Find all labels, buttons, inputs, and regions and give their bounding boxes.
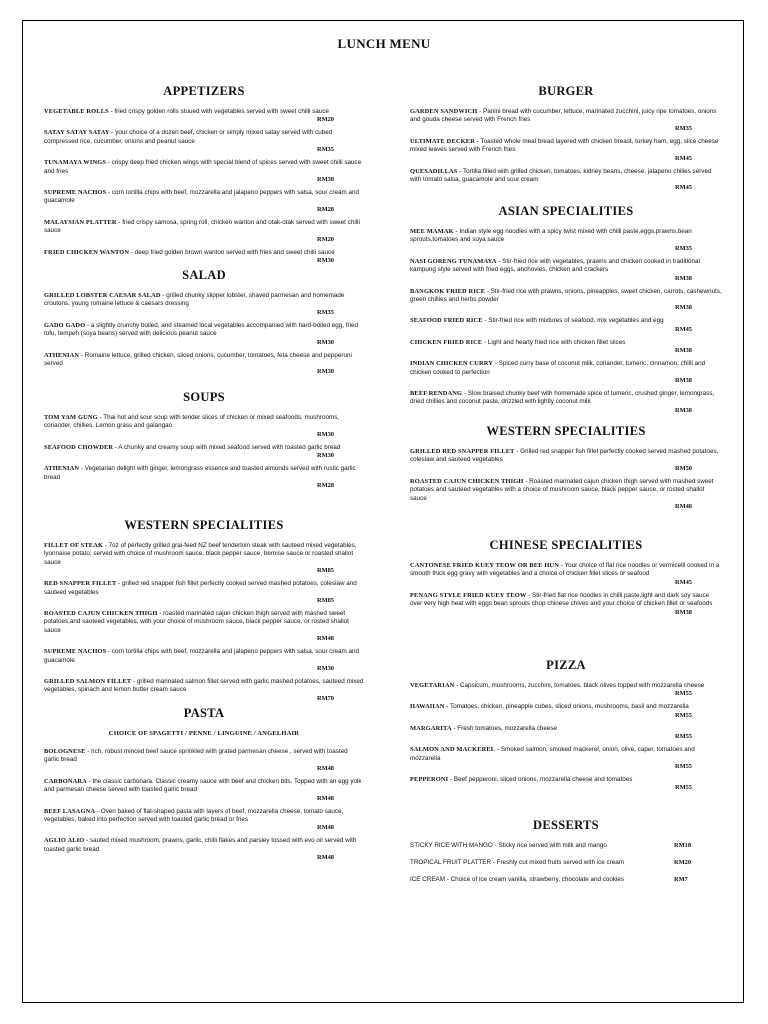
menu-item: [410, 562, 722, 586]
item-name: TROPICAL FRUIT PLATTER: [410, 859, 492, 866]
menu-item: [44, 292, 364, 316]
menu-item: [44, 352, 364, 376]
menu-item: [410, 108, 722, 132]
item-price: RM45: [674, 154, 692, 162]
item-price: RM85: [316, 597, 334, 605]
item-description: - Romaine lettuce, grilled chicken, sliced onions, cucumber, tomatoes, feta cheese and pepperoni served: [44, 351, 352, 368]
item-price: RM55: [674, 784, 692, 792]
menu-item: [410, 876, 722, 884]
item-description: - rich, robust minced beef sauce sprinkled with grated parmesan cheese , served with toasted garlic bread: [44, 748, 348, 764]
item-description: - a slightly crunchy boiled, and steamed local vegetables accompanied with hard-boiled egg, fried tofu, tempeh (soya beans) served with delicious peanut sauce: [44, 321, 358, 338]
menu-item: [44, 837, 364, 861]
item-name: MEE MAMAK: [410, 228, 454, 235]
section-burger: [410, 84, 722, 197]
item-description: - fried crispy samosa, spring roll, chicken wanton and otak-otak served with sweet chilli sauce: [44, 218, 360, 235]
section-heading: ASIAN SPECIALITIES: [498, 204, 634, 218]
menu-item: [44, 322, 364, 346]
item-price: RM30: [316, 430, 334, 438]
menu-item: [44, 108, 364, 123]
item-description: - Grilled red snapper fish fillet perfectly cooked served mashed potatoes, coleslaw and sauteed vegetables: [410, 448, 719, 464]
item-description: - sauted mixed mushroom, prawns, garlic, chilli flakes and parsley tossed with evo oil served with toasted garlic bread: [44, 837, 357, 853]
item-description: - Choice of ice cream vanilla, strawberry, chocolate and cookies: [445, 876, 625, 883]
section-heading: CHINESE SPECIALITIES: [489, 538, 643, 552]
section-heading: WESTERN SPECIALITIES: [124, 518, 284, 532]
item-description: - Tortilla filled with grilled chicken, tomatoes, kidney beans, cheese, jalapeno chilies served with tomato salsa, guacamole and sour cream: [410, 167, 712, 184]
menu-item: [44, 219, 364, 243]
section-chinese: [410, 538, 722, 622]
item-price: RM48: [316, 764, 334, 772]
item-price: RM38: [674, 406, 692, 414]
item-price: RM55: [674, 763, 692, 771]
item-price: RM35: [316, 146, 334, 154]
item-description: - grilled chunky slipper lobster, shaved parmesan and homemade croutons, young romaine lettuce & caesars dressing: [44, 292, 345, 308]
menu-item: [410, 339, 722, 354]
item-description: - 7oz of perfectly grilled grai-feed NZ beef tenderloin steak with sauteed mixed vegetables, lyonnaise potato; served with choice of mushroom sauce, black pepper sauce, bernise sauce or roasted shallot sauce: [44, 542, 357, 566]
item-price: RM30: [316, 257, 334, 265]
item-name: SEAFOOD CHOWDER: [44, 443, 114, 451]
menu-item: [44, 189, 364, 213]
item-price: RM50: [674, 464, 692, 472]
item-name: STICKY RICE WITH MANGO: [410, 842, 493, 849]
item-name: CHICKEN FRIED RICE: [410, 338, 483, 346]
item-description: - Oven baked of flat-shaped pasta with layers of beef, mozzarella cheese, tomato sauce, vegetables, baked into perfection served with toasted garlic bread or fries: [44, 807, 344, 824]
item-description: - roasted marinated cajun chicken thigh served with mashed sweet potatoes,and sauteed vegetables, with your choice of mushroom sauce, black pepper sauce, or rosted shallot sauce: [44, 610, 349, 634]
menu-item: [410, 390, 722, 414]
section-heading: DESSERTS: [533, 818, 599, 832]
item-name: QUESADILLAS: [410, 167, 458, 175]
item-description: - Indian style egg noodles with a spicy twist mixed with chilli paste,eggs,prawns,bean sprouts,tomatoes and soya sauce: [410, 228, 692, 244]
item-price: RM45: [674, 325, 692, 333]
item-description: - Vegetarian delight with ginger, lemongrass essence and toasted almonds served with rustic garlic bread: [44, 465, 356, 481]
item-price: RM55: [674, 733, 692, 741]
item-description: - Stir-fried rice with vegetables, prawns and chicken cooked in traditional kampung style served with fried eggs, anchovies, chicken and crackers: [410, 257, 700, 274]
item-price: RM38: [674, 274, 692, 282]
item-price: RM48: [316, 824, 334, 832]
section-desserts: [410, 818, 722, 893]
item-price: RM48: [316, 854, 334, 862]
item-name: VEGETARIAN: [410, 682, 455, 689]
item-description: - fried crispy golden rolls stuued with vegetables served with sweet chilli sauce: [108, 108, 329, 115]
item-name: GRILLED SALMON FILLET: [44, 678, 132, 686]
item-price: RM70: [316, 694, 334, 702]
item-name: MALAYSIAN PLATTER: [44, 218, 117, 226]
menu-item: [410, 859, 722, 867]
item-name: TOM YAM GUNG: [44, 414, 98, 421]
item-name: FILLET OF STEAK: [44, 542, 104, 549]
item-description: - corn tortilla chips with beef, mozzarella and jalapeno peppers with salsa, sour cream and guacamole: [44, 648, 359, 664]
item-description: - the classic carbonara. Classic creamy sauce with beef and chicken bits. Topped with an egg yolk and parmesan cheese served with toasted garlic bread: [44, 777, 362, 794]
item-description: - A chunky and creamy soup with mixed seafood served with toasted garlic bread: [113, 443, 341, 451]
menu-item: [44, 444, 364, 459]
item-description: - grilled marinated salmon fillet served with garlic mashed potatoes, sauteed mixed vegetables, spinach and lemon butter cream sauce: [44, 678, 364, 694]
menu-item: [44, 465, 364, 489]
item-description: - Smoked salmon, smoked mackerel, onion, olive, caper, tomatoes and mozzarella: [410, 746, 695, 762]
menu-item: [410, 478, 722, 510]
section-appetizers: [44, 84, 364, 270]
item-description: - Panini bread with cucumber, lettuce, marinated zucchini, juicy ripe tomatoes, onions and gouda cheese served with French fries: [410, 108, 717, 124]
item-price: RM85: [316, 567, 334, 575]
item-name: ATHENIAN: [44, 351, 80, 359]
menu-item: [410, 776, 722, 791]
menu-item: [410, 138, 722, 162]
item-name: PENANG STYLE FRIED KUEY TEOW: [410, 591, 527, 599]
item-name: BOLOGNESE: [44, 748, 86, 755]
item-description: - Fresh tomatoes, mozzarella cheese: [451, 724, 558, 732]
item-description: - Light and hearty fried rice with chicken fillet slices: [482, 338, 626, 346]
section-asian: [410, 204, 722, 420]
item-description: - corn tortilla chips with beef, mozzarella and jalapeno peppers with salsa, sour cream and guacamole: [44, 189, 359, 205]
item-price: RM45: [674, 184, 692, 192]
item-description: - Capsicum, mushrooms, zucchini, tomatoes, black olives topped with mozzarella cheese: [454, 682, 705, 689]
item-name: TUNAMAYA WINGS: [44, 159, 107, 167]
item-price: RM20: [316, 116, 334, 124]
section-heading: PIZZA: [546, 658, 586, 672]
item-name: CARBONARA: [44, 777, 87, 785]
item-description: - Spiced curry base of coconut milk, coriander, tumeric, cinnamon, chilli and chicken cooked to perfection: [410, 360, 706, 376]
menu-item: [44, 748, 364, 772]
menu-item: [44, 610, 364, 642]
item-name: GARDEN SANDWICH: [410, 108, 478, 115]
item-price: RM35: [674, 124, 692, 132]
item-price: RM55: [674, 711, 692, 719]
item-description: - Sticky rice served with milk and mango: [492, 842, 607, 849]
item-name: SEAFOOD FRIED RICE: [410, 317, 483, 325]
item-price: RM18: [674, 842, 692, 849]
section-western-left: [44, 518, 364, 708]
menu-item: [44, 678, 364, 702]
item-name: ULTIMATE DECKER: [410, 137, 475, 145]
item-price: RM38: [674, 304, 692, 312]
item-price: RM48: [674, 503, 692, 511]
item-description: - Slow braised chunky beef with homemade spice of tumeric, crushed ginger, lemongrass, dried chillies and coconut paste, drizzled with lightly coconut milk: [410, 390, 715, 406]
item-name: SUPREME NACHOS: [44, 648, 107, 656]
menu-item: [410, 258, 722, 282]
menu-item: [44, 129, 364, 153]
menu-item: [44, 580, 364, 604]
item-name: ROASTED CAJUN CHICKEN THIGH: [44, 610, 158, 618]
item-name: PEPPERONI: [410, 776, 449, 784]
item-price: RM35: [674, 244, 692, 252]
item-name: MARGARITA: [410, 724, 452, 732]
section-heading: WESTERN SPECIALITIES: [486, 424, 646, 438]
section-heading: SALAD: [182, 268, 226, 282]
item-name: BANGKOK FRIED RICE: [410, 287, 486, 295]
item-description: - Toasted whole meal bread layered with chicken breast, turkey ham, egg, slice cheese mixed leaves served with French fries: [410, 137, 719, 154]
menu-item: [44, 542, 364, 574]
section-subheading: CHOICE OF SPAGETTI / PENNE / LINGUINE / ANGELHAIR: [108, 730, 300, 737]
item-description: - Thai hot and sour soup with tender slices of chicken or mixed seafoods, mushrooms, coriander, chillies. Lemon grass and galangao: [44, 414, 340, 430]
item-price: RM30: [316, 338, 334, 346]
item-name: SATAY SATAY SATAY: [44, 129, 110, 137]
menu-item: [44, 648, 364, 672]
item-description: - Stir-fried flat rice noodles in chilli paste,light and dark soy sauce over very high heat with eggs bean sprouts chop chinese chives and your choice of chicken fillet or seafoods: [410, 591, 713, 608]
item-price: RM20: [316, 235, 334, 243]
menu-item: [44, 159, 364, 183]
item-name: INDIAN CHICKEN CURRY: [410, 360, 494, 368]
item-name: GRILLED RED SNAPPER FILLET: [410, 448, 515, 455]
item-name: SUPREME NACHOS: [44, 189, 107, 197]
item-price: RM28: [316, 205, 334, 213]
menu-item: [410, 288, 722, 312]
menu-item: [44, 414, 364, 438]
menu-item: [410, 317, 722, 332]
item-name: NASI GORENG TUNAMAYA: [410, 257, 497, 265]
section-heading: PASTA: [183, 706, 225, 720]
item-name: RED SNAPPER FILLET: [44, 580, 117, 588]
item-price: RM38: [674, 377, 692, 385]
item-price: RM30: [316, 452, 334, 460]
item-name: FRIED CHICKEN WANTON: [44, 248, 130, 256]
menu-item: [410, 725, 722, 740]
item-name: BEEF RENDANG: [410, 390, 463, 398]
item-name: ATHENIAN: [44, 465, 80, 473]
page-title: LUNCH MENU: [337, 36, 431, 51]
section-soups: [44, 390, 364, 495]
item-price: RM38: [316, 176, 334, 184]
item-description: - deep fried golden brown wanton served with fries and sweet chilli sauce: [129, 248, 335, 256]
item-price: RM28: [316, 482, 334, 490]
item-name: ICE CREAM: [410, 876, 445, 883]
menu-item: [410, 842, 722, 850]
item-description: - Freshly cut mixed fruits served with ice cream: [491, 859, 625, 866]
menu-item: [44, 808, 364, 832]
menu-item: [44, 249, 364, 264]
item-price: RM48: [316, 794, 334, 802]
item-name: SALMON AND MACKEREL: [410, 746, 496, 754]
item-name: CANTONESE FRIED KUEY TEOW OR BEE HUN: [410, 562, 559, 569]
section-heading: SOUPS: [183, 390, 225, 404]
menu-item: [410, 592, 722, 616]
section-pasta: [44, 706, 364, 867]
menu-item: [410, 682, 722, 697]
item-name: HAWAIIAN: [410, 703, 445, 711]
menu-item: [410, 228, 722, 252]
item-name: ROASTED CAJUN CHICKEN THIGH: [410, 477, 524, 485]
item-description: - Tomatoes, chicken, pineapple cubes, sliced onions, mushrooms, basil and mozzarella: [444, 703, 689, 711]
menu-item: [410, 746, 722, 770]
item-name: BEEF LASAGNA: [44, 807, 96, 815]
item-name: AGLIO ALIO: [44, 837, 85, 845]
section-pizza: [410, 658, 722, 797]
item-price: RM30: [316, 368, 334, 376]
item-name: VEGETABLE ROLLS: [44, 108, 109, 115]
menu-item: [410, 448, 722, 472]
item-price: RM38: [674, 347, 692, 355]
item-price: RM35: [316, 308, 334, 316]
section-heading: APPETIZERS: [163, 84, 245, 98]
menu-item: [410, 168, 722, 192]
item-price: RM55: [674, 690, 692, 698]
section-salad: [44, 268, 364, 381]
item-price: RM38: [674, 608, 692, 616]
item-description: - crispy deep fried chicken wings with special blend of spices served with sweet chilli sauce and fries: [44, 159, 362, 175]
item-name: GRILLED LOBSTER CAESAR SALAD: [44, 292, 161, 299]
item-price: RM7: [674, 876, 688, 883]
menu-item: [410, 360, 722, 384]
item-description: - your choice of a dozen beef, chicken or simply mixed satay served with cubed compressed rice, cucumber, onions and peanut sauce: [44, 129, 333, 145]
item-description: - Roasted marinated cajun chicken thigh served with mashed sweet potatoes and sauteed vegetables with a choice of mushroom sauce, black pepper sauce, or rosted shallot sauce: [410, 477, 714, 502]
item-price: RM48: [316, 635, 334, 643]
item-description: - grilled red snapper fish fillet perfectly cooked served mashed potatoes, coleslaw and sauteed vegetables: [44, 580, 357, 596]
item-description: - Your choice of flat rice noodles or vermicelli cooked in a smooth thick egg gravy with vegetables and a choice of chicken fillet slices or seafood: [410, 562, 720, 578]
menu-item: [410, 703, 722, 718]
item-description: - Stir-fried rice with mixtures of seafood, mix vegetables and egg: [482, 317, 664, 325]
item-name: GADO GADO: [44, 321, 86, 329]
item-description: - Stir-fried rice with prawns, onions, pineapples, sweet chicken, carrots, cashewnuts, green chillies and herbs powder: [410, 287, 722, 304]
item-price: RM45: [674, 578, 692, 586]
section-western-right: [410, 424, 722, 516]
menu-item: [44, 778, 364, 802]
item-price: RM20: [674, 859, 692, 866]
item-description: - Beef pepperoni, sliced onions, mozzarella cheese and tomatoes: [448, 776, 633, 784]
item-price: RM30: [316, 665, 334, 673]
section-heading: BURGER: [538, 84, 594, 98]
